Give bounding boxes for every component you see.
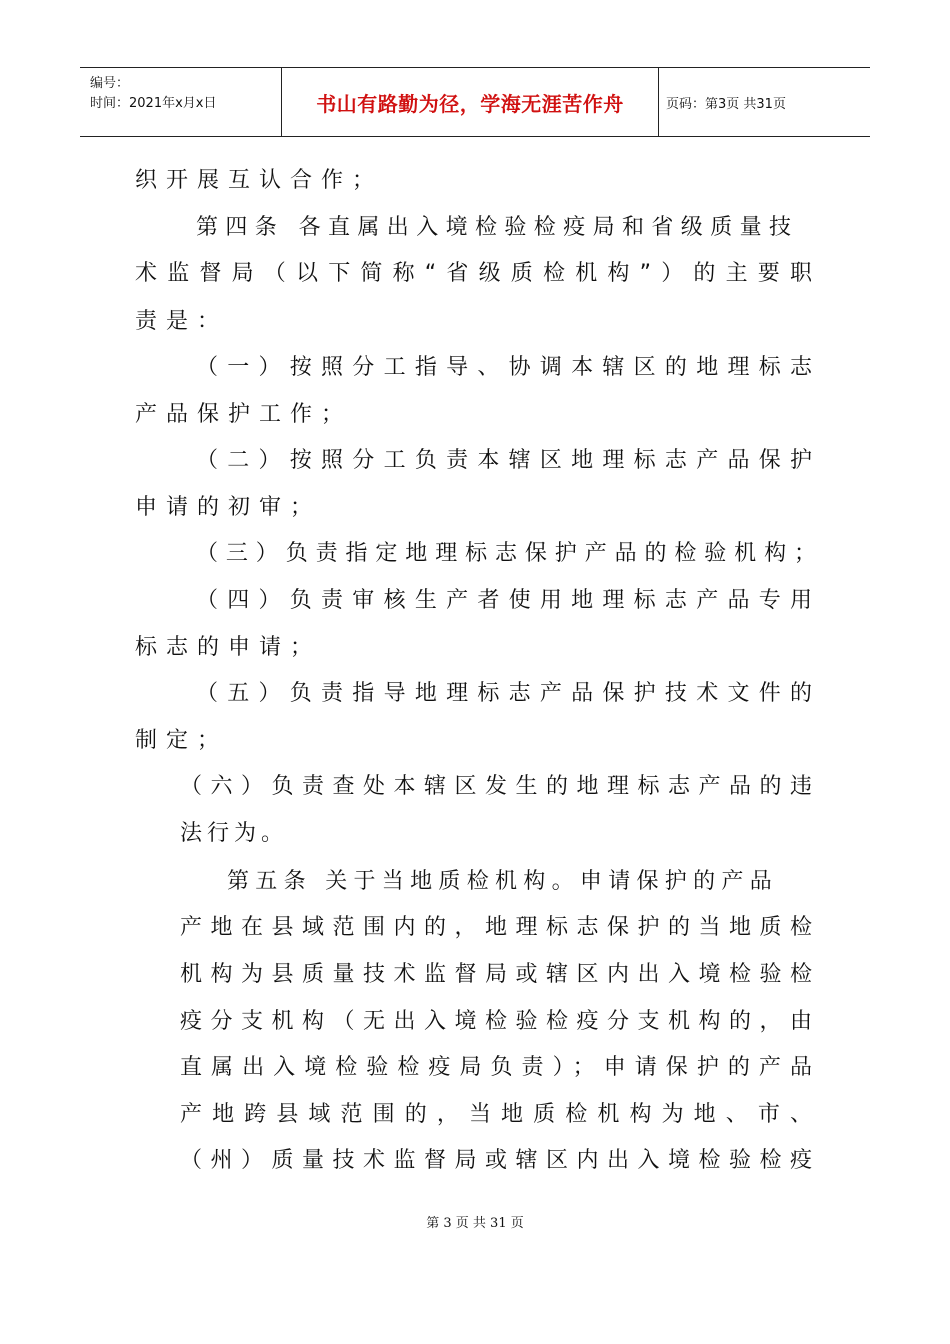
text-line: 申请的初审； (135, 495, 322, 520)
text-line: （一）按照分工指导、协调本辖区的地理标志 (196, 355, 812, 380)
page-header (80, 67, 870, 137)
document-date-label: 时间：2021年x月x日 (90, 96, 217, 111)
text-line: 疫分支机构（无出入境检验检疫分支机构的，由 (180, 1009, 812, 1034)
text-line: 制定； (135, 728, 229, 753)
text-line: 织开展互认合作； (135, 168, 384, 193)
text-line: 第四条 各直属出入境检验检疫局和省级质量技 (196, 215, 799, 240)
text-line: 责是： (135, 309, 229, 334)
document-number-label: 编号： (90, 76, 130, 91)
text-line: （二）按照分工负责本辖区地理标志产品保护 (196, 448, 812, 473)
text-line: 第五条 关于当地质检机构。申请保护的产品 (227, 869, 778, 894)
text-line: 产地跨县域范围的，当地质检机构为地、市、 (180, 1102, 812, 1127)
text-line: （六）负责查处本辖区发生的地理标志产品的违 (180, 774, 812, 799)
header-motto: 书山有路勤为径，学海无涯苦作舟 (281, 68, 659, 136)
header-page-info: 页码：第3页 共31页 (666, 96, 786, 112)
text-line: 法行为。 (180, 821, 289, 846)
text-line: （五）负责指导地理标志产品保护技术文件的 (196, 681, 812, 706)
text-line: （州）质量技术监督局或辖区内出入境检验检疫 (180, 1148, 812, 1173)
text-line: （三）负责指定地理标志保护产品的检验机构； (196, 541, 816, 566)
text-line: 机构为县质量技术监督局或辖区内出入境检验检 (180, 962, 812, 987)
text-line: 直属出入境检验检疫局负责）；申请保护的产品 (180, 1055, 812, 1080)
text-line: 术监督局（以下简称“省级质检机构”）的主要职 (135, 261, 812, 286)
text-line: 产品保护工作； (135, 402, 353, 427)
page-footer: 第 3 页 共 31 页 (426, 1216, 524, 1231)
text-line: 产地在县域范围内的，地理标志保护的当地质检 (180, 915, 812, 940)
header-meta (80, 68, 281, 136)
text-line: 标志的申请； (135, 635, 322, 660)
text-line: （四）负责审核生产者使用地理标志产品专用 (196, 588, 812, 613)
